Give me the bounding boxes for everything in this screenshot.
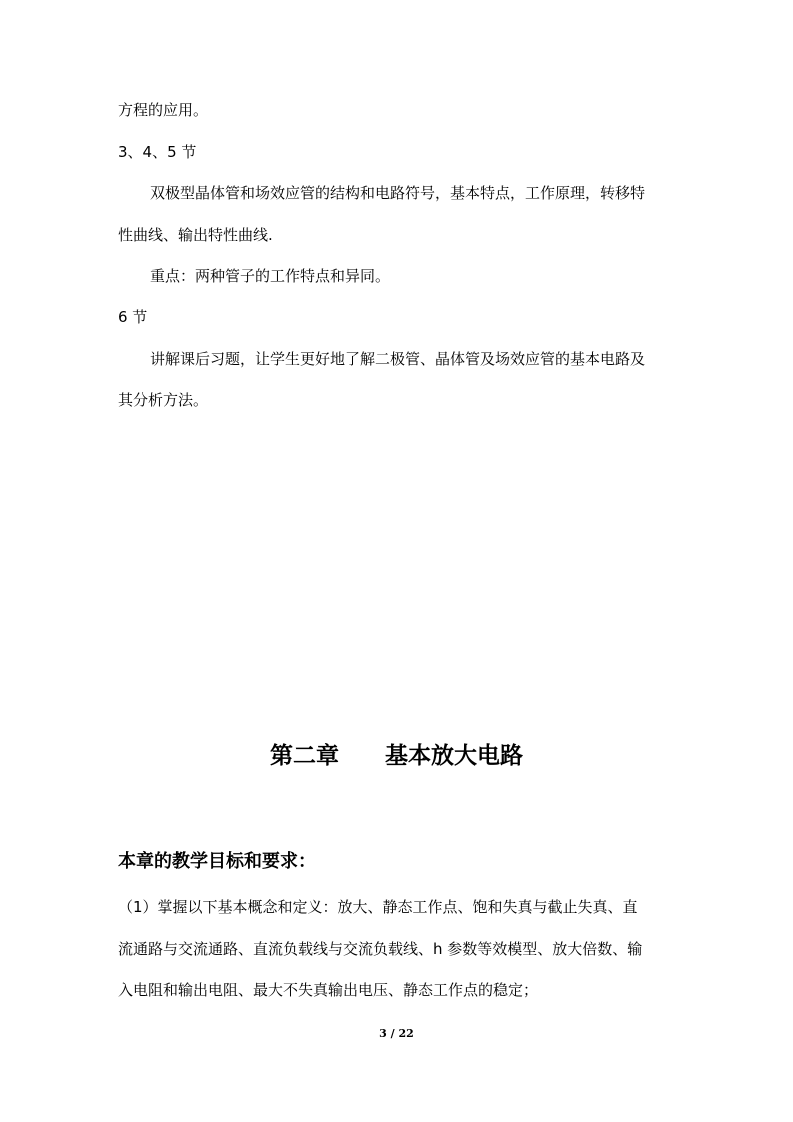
- paragraph-line: 其分析方法。: [118, 391, 209, 409]
- section-label: 3、4、5 节: [118, 143, 197, 161]
- paragraph-line: 性曲线、输出特性曲线.: [118, 226, 273, 244]
- goal-item-line: （1）掌握以下基本概念和定义：放大、静态工作点、饱和失真与截止失真、直: [118, 898, 638, 916]
- section-label: 6 节: [118, 308, 148, 326]
- goal-item-line: 入电阻和输出电阻、最大不失真输出电压、静态工作点的稳定；: [118, 981, 539, 999]
- chapter-number: 第二章: [270, 743, 339, 769]
- page-number: 3 / 22: [379, 1027, 414, 1040]
- key-point-line: 重点：两种管子的工作特点和异同。: [150, 267, 391, 285]
- paragraph-line: 双极型晶体管和场效应管的结构和电路符号，基本特点，工作原理，转移特: [150, 184, 646, 202]
- goals-heading: 本章的教学目标和要求：: [118, 851, 316, 872]
- chapter-title: 基本放大电路: [385, 743, 523, 769]
- chapter-heading: [0, 740, 793, 772]
- paragraph-line: 方程的应用。: [118, 101, 209, 119]
- goal-item-line: 流通路与交流通路、直流负载线与交流负载线、h 参数等效模型、放大倍数、输: [118, 940, 643, 958]
- paragraph-line: 讲解课后习题，让学生更好地了解二极管、晶体管及场效应管的基本电路及: [150, 350, 646, 368]
